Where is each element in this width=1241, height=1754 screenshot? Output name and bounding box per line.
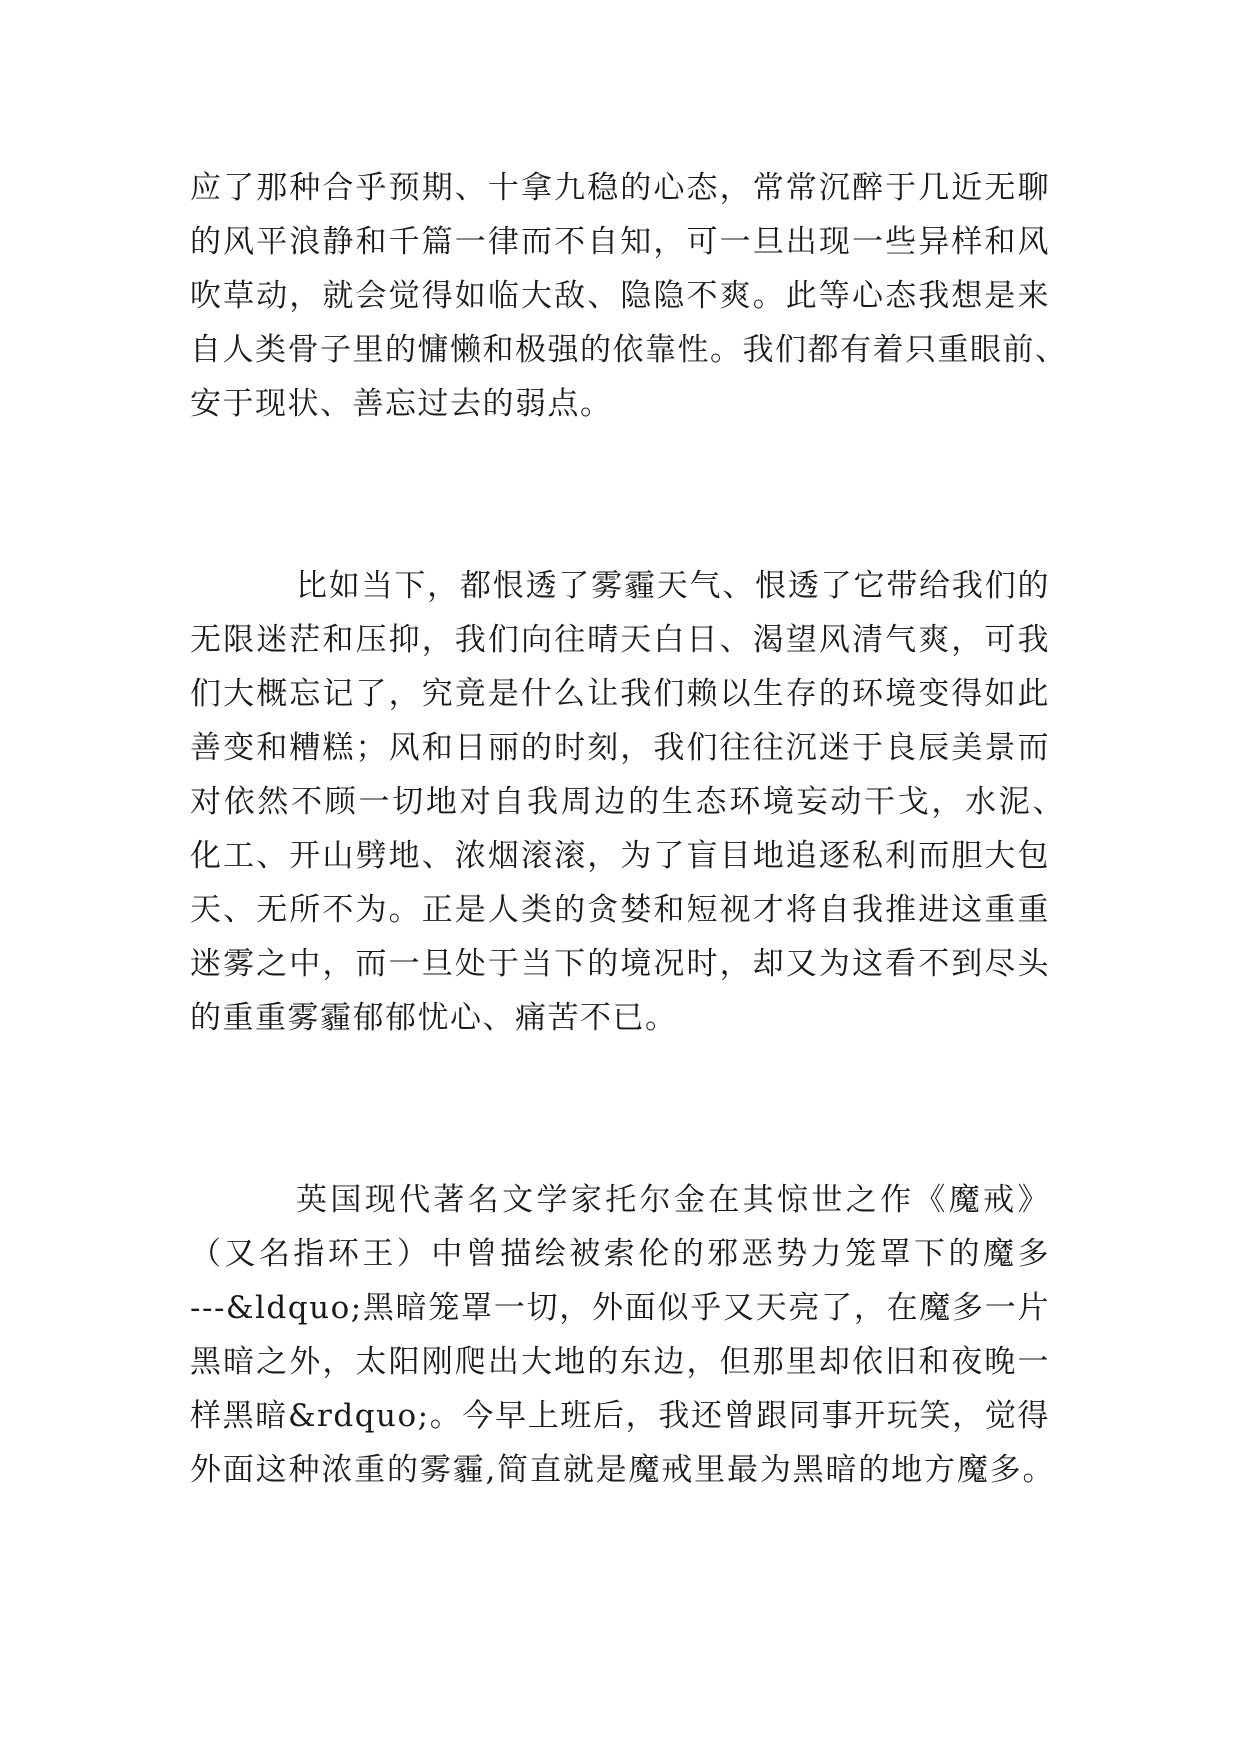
- paragraph-3-line-6: 外面这种浓重的雾霾,简直就是魔戒里最为黑暗的地方魔多。: [190, 1452, 1055, 1488]
- paragraph-1-line-3: 吹草动，就会觉得如临大敌、隐隐不爽。此等心态我想是来: [190, 278, 1050, 314]
- paragraph-1-line-1: 应了那种合乎预期、十拿九稳的心态，常常沉醉于几近无聊: [190, 170, 1050, 206]
- paragraph-2-line-6: 化工、开山劈地、浓烟滚滚，为了盲目地追逐私利而胆大包: [190, 838, 1050, 874]
- paragraph-2-line-5: 对依然不顾一切地对自我周边的生态环境妄动干戈，水泥、: [190, 784, 1065, 820]
- paragraph-2-line-1: 比如当下，都恨透了雾霾天气、恨透了它带给我们的: [296, 568, 1050, 604]
- paragraph-2-line-8: 迷雾之中，而一旦处于当下的境况时，却又为这看不到尽头: [190, 946, 1050, 982]
- paragraph-3-line-4: 黑暗之外，太阳刚爬出大地的东边，但那里却依旧和夜晚一: [190, 1344, 1050, 1380]
- paragraph-3-line-2: （又名指环王）中曾描绘被索伦的邪恶势力笼罩下的魔多: [190, 1236, 1050, 1272]
- paragraph-1-line-4: 自人类骨子里的慵懒和极强的依靠性。我们都有着只重眼前、: [190, 332, 1068, 368]
- paragraph-1-line-5: 安于现状、善忘过去的弱点。: [190, 386, 613, 422]
- paragraph-2-line-4: 善变和糟糕；风和日丽的时刻，我们往往沉迷于良辰美景而: [190, 730, 1050, 766]
- paragraph-3-line-5: 样黑暗&rdquo;。今早上班后，我还曾跟同事开玩笑，觉得: [190, 1398, 1050, 1434]
- paragraph-2-line-9: 的重重雾霾郁郁忧心、痛苦不已。: [190, 1000, 678, 1036]
- paragraph-3-line-1: 英国现代著名文学家托尔金在其惊世之作《魔戒》: [296, 1182, 1050, 1218]
- paragraph-2-line-2: 无限迷茫和压抑，我们向往晴天白日、渴望风清气爽，可我: [190, 622, 1050, 658]
- paragraph-2-line-3: 们大概忘记了，究竟是什么让我们赖以生存的环境变得如此: [190, 676, 1050, 712]
- paragraph-3-line-3: ---&ldquo;黑暗笼罩一切，外面似乎又天亮了，在魔多一片: [190, 1290, 1050, 1326]
- paragraph-1-line-2: 的风平浪静和千篇一律而不自知，可一旦出现一些异样和风: [190, 224, 1050, 260]
- paragraph-2-line-7: 天、无所不为。正是人类的贪婪和短视才将自我推进这重重: [190, 892, 1050, 928]
